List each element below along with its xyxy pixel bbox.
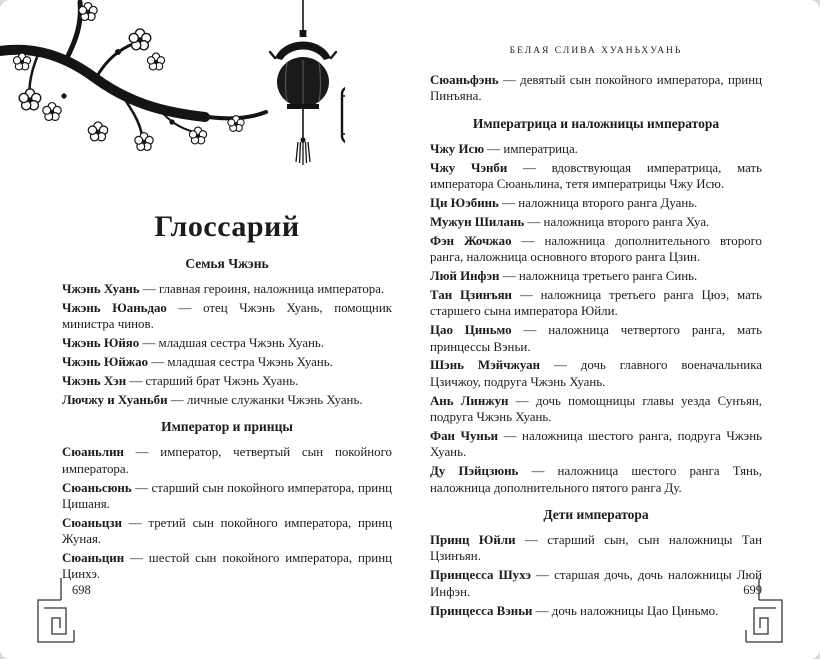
- glossary-entry: Ду Пэйцзюнь — наложница шестого ранга Тянь, наложница дополнительного пятого ранга Ду.: [430, 464, 763, 495]
- entry-term: Сюаньфэнь: [430, 73, 499, 87]
- glossary-entry: Принцесса Вэньи — дочь наложницы Цао Циньмо.: [430, 603, 719, 618]
- glossary-entry: Чжу Чэнби — вдовствующая императрица, мать императора Сюаньлина, тетя императрицы Чжу Исю.: [430, 160, 762, 192]
- entry-term: Чжэнь Хуань: [62, 282, 140, 296]
- entry-term: Люй Инфэн: [430, 269, 500, 284]
- section-heading: Император и принцы: [161, 419, 293, 435]
- glossary-entry: Ци Юэбинь — наложница второго ранга Дуань.: [430, 195, 698, 210]
- glossary-entry: Люй Инфэн — наложница третьего ранга Синь.: [430, 269, 698, 284]
- entry-term: Чжэнь Хэн: [62, 373, 127, 388]
- entry-term: Мужун Шилань: [430, 214, 525, 229]
- entry-term: Фэн Жочжао: [430, 233, 512, 248]
- entry-term: Ань Линжун: [430, 393, 509, 408]
- glossary-entry: Мужун Шилань — наложница второго ранга Хуа.: [430, 214, 710, 229]
- entry-term: Сюаньсюнь: [62, 480, 132, 495]
- corner-ornament-left: [30, 578, 78, 646]
- glossary-entry: Сюаньлин — император, четвертый сын покойного императора.: [62, 445, 392, 476]
- entry-term: Принцесса Шухэ: [430, 568, 531, 583]
- entry-term: Чжэнь Юйяо: [62, 336, 140, 351]
- glossary-entry: Принцесса Шухэ — старшая дочь, дочь наложницы Люй Инфэн.: [430, 568, 763, 599]
- running-head: БЕЛАЯ СЛИВА ХУАНЬХУАНЬ: [509, 46, 683, 56]
- entry-term: Чжэнь Юаньдао: [62, 300, 167, 315]
- glossary-entry: Ань Линжун — дочь помощницы главы уезда Сунъян, подруга Чжэнь Хуань.: [430, 393, 762, 425]
- glossary-entry: Чжу Исю — императрица.: [430, 141, 578, 156]
- glossary-entry: Сюаньцин — шестой сын покойного императора, принц Цинхэ.: [62, 551, 392, 582]
- entry-term: Лючжу и Хуаньби: [62, 392, 168, 407]
- entry-term: Принц Юйли: [430, 533, 516, 548]
- glossary-entry: Цао Циньмо — наложница четвертого ранга, мать принцессы Вэньи.: [430, 323, 762, 354]
- entry-term: Сюаньцин: [62, 551, 125, 566]
- entry-term: Чжу Чэнби: [430, 160, 508, 175]
- entry-term: Принцесса Вэньи: [430, 603, 533, 618]
- glossary-entry: Чжэнь Юаньдао — отец Чжэнь Хуань, помощник министра чинов.: [62, 300, 392, 332]
- glossary-entry: Фан Чуньи — наложница шестого ранга, подруга Чжэнь Хуань.: [430, 429, 762, 460]
- glossary-entry: Сюаньсюнь — старший сын покойного императора, принц Цишаня.: [62, 480, 392, 511]
- glossary-entry: Чжэнь Хуань — главная героиня, наложница императора.: [62, 282, 385, 296]
- glossary-entry: Чжэнь Юйжао — младшая сестра Чжэнь Хуань.: [62, 355, 333, 370]
- blossom-lantern-art: [0, 0, 345, 212]
- lantern-dark: [270, 0, 336, 165]
- left-page-sections: [62, 256, 392, 583]
- glossary-entry: Тан Цзинъян — наложница третьего ранга Цюэ, мать старшего сына императора Юйли.: [430, 287, 762, 319]
- entry-term: Ду Пэйцзюнь: [430, 464, 519, 479]
- right-page: [430, 46, 762, 622]
- page-number-right: 699: [743, 583, 762, 597]
- lantern-light: [342, 0, 345, 193]
- entry-term: Сюаньлин: [62, 445, 124, 460]
- glossary-entry: Чжэнь Юйяо — младшая сестра Чжэнь Хуань.: [62, 336, 325, 351]
- glossary-entry: Фэн Жочжао — наложница дополнительного второго ранга, наложница основного второго ранга Цзин.: [430, 233, 763, 265]
- page-title: Глоссарий: [154, 210, 300, 243]
- glossary-entry: Чжэнь Хэн — старший брат Чжэнь Хуань.: [62, 373, 299, 388]
- glossary-entry: Сюаньфэнь — девятый сын покойного императора, принц Пинъяна.: [430, 73, 762, 104]
- glossary-entry: Принц Юйли — старший сын, сын наложницы Тан Цзинъян.: [430, 533, 762, 564]
- page-number-left: 698: [72, 583, 91, 597]
- entry-term: Ци Юэбинь: [430, 195, 499, 210]
- glossary-entry: Лючжу и Хуаньби — личные служанки Чжэнь Хуань.: [62, 392, 363, 407]
- entry-term: Тан Цзинъян: [430, 287, 512, 302]
- corner-ornament-right: [742, 578, 790, 646]
- section-heading: Императрица и наложницы императора: [472, 115, 720, 131]
- entry-term: Чжэнь Юйжао: [62, 355, 149, 370]
- entry-term: Сюаньцзи: [62, 515, 123, 530]
- glossary-entry: Сюаньцзи — третий сын покойного императора, принц Жуная.: [62, 515, 392, 547]
- entry-term: Шэнь Мэйчжуан: [430, 358, 541, 373]
- section-heading: Дети императора: [543, 507, 649, 523]
- entry-term: Цао Циньмо: [430, 323, 512, 338]
- left-page: [62, 210, 392, 585]
- entry-term: Фан Чуньи: [430, 429, 499, 444]
- right-page-sections: [430, 72, 762, 619]
- glossary-entry: Шэнь Мэйчжуан — дочь главного военачальника Цзичжоу, подруга Чжэнь Хуань.: [430, 358, 762, 389]
- section-heading: Семья Чжэнь: [185, 256, 269, 271]
- entry-term: Чжу Исю: [430, 141, 485, 156]
- blossom-lantern-illustration: [0, 0, 345, 212]
